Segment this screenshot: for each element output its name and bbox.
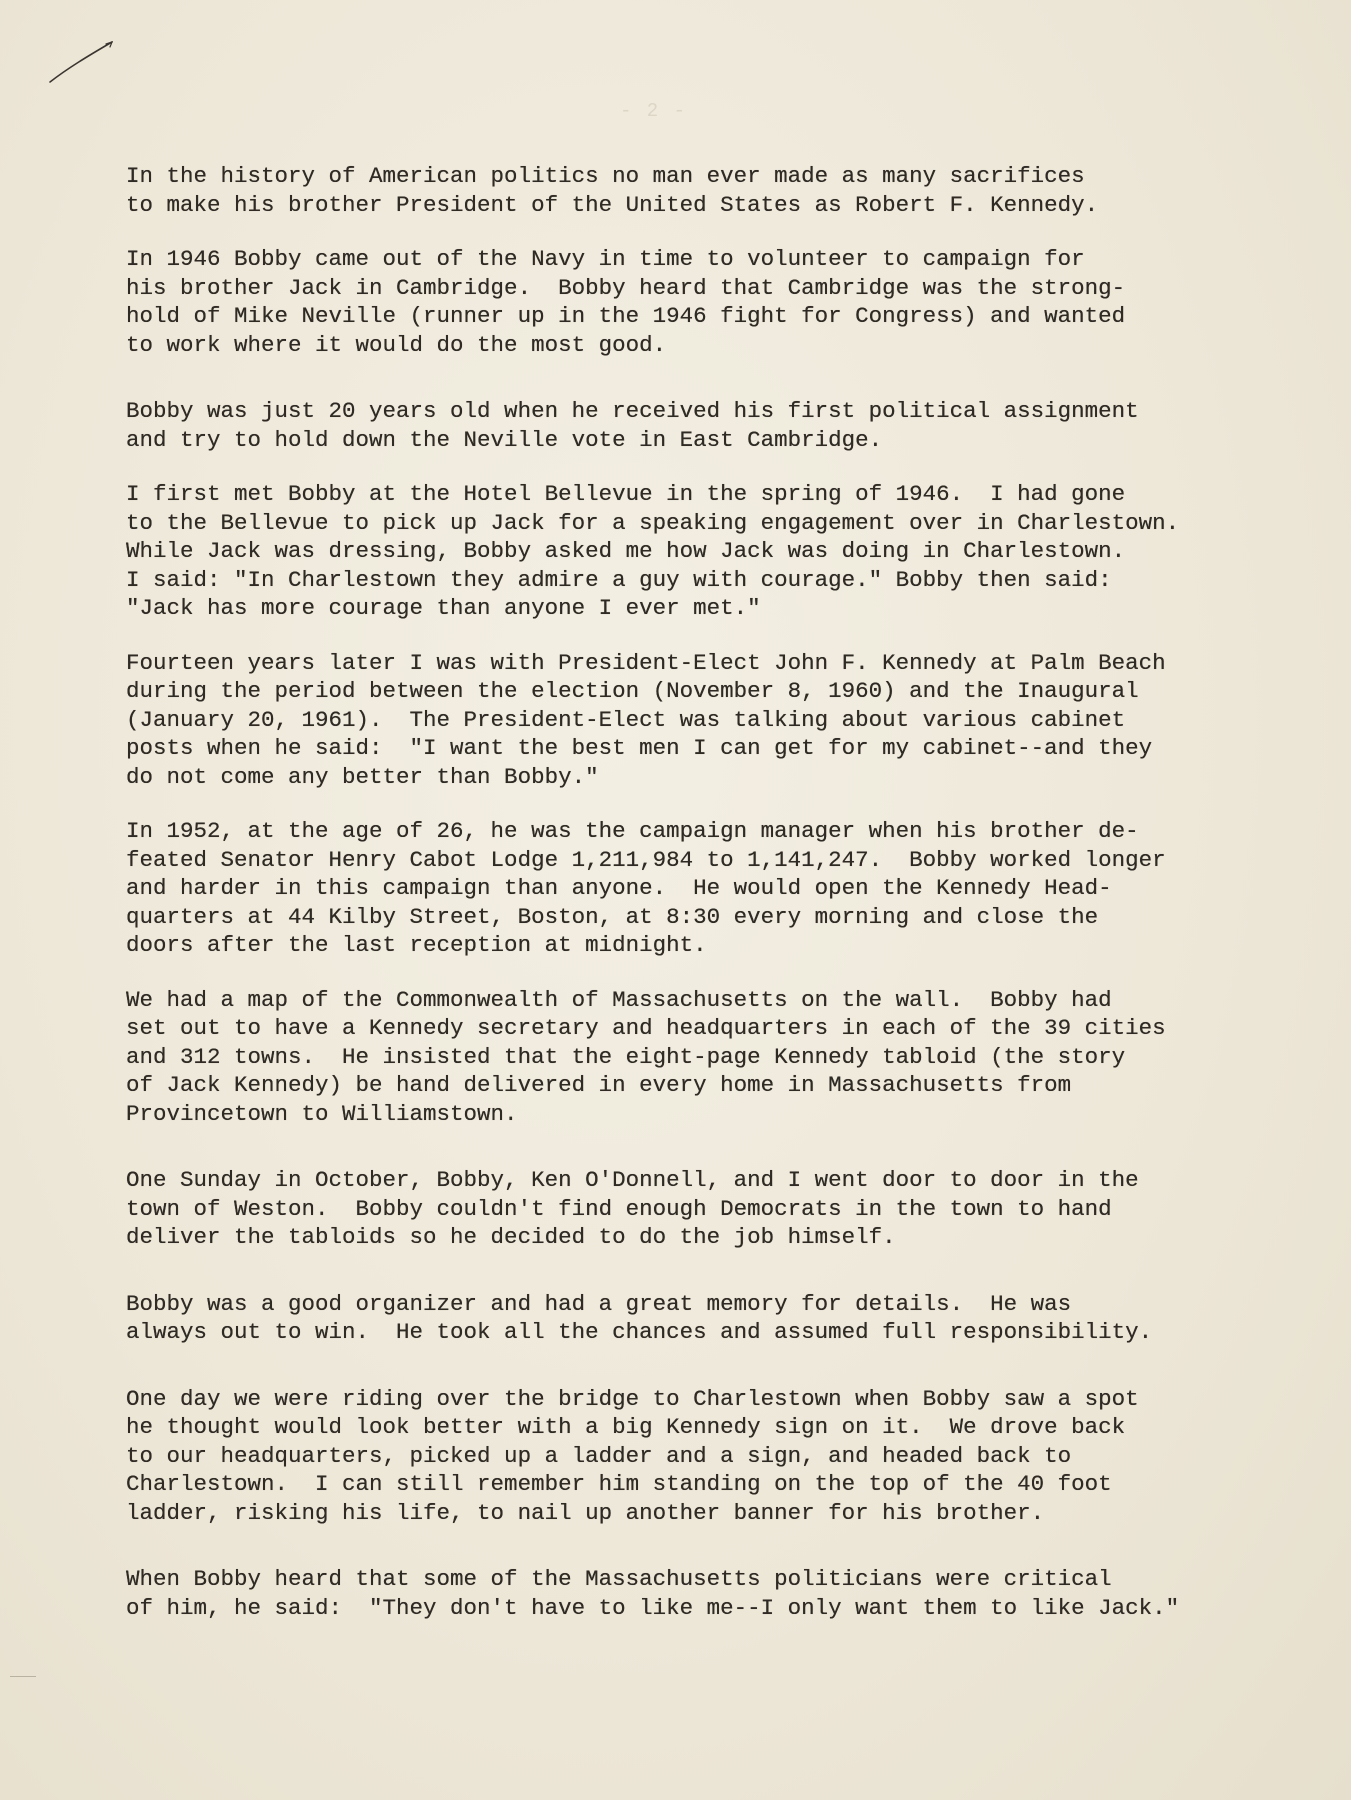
paragraph-hotel-bellevue: I first met Bobby at the Hotel Bellevue in the spring of 1946. I had gone to the Bellevue to pick up Jack for a speaking engagement over in Charlestown. While Jack was dressing, Bobby asked me how Jack was doing in Charlestown. I said: "In Charlestown they admire a guy with courage." Bobby then said: "Jack has more courage than anyone I ever met." (126, 481, 1180, 621)
paragraph-opening: In the history of American politics no man ever made as many sacrifices to make his brother President of the United States as Robert F. Kennedy. (126, 163, 1099, 218)
document-body (126, 162, 1246, 1648)
paragraph-ladder-sign: One day we were riding over the bridge to Charlestown when Bobby saw a spot he thought would look better with a big Kennedy sign on it. We drove back to our headquarters, picked up a ladder and a sign, and headed back to Charlestown. I can still remember him standing on the top of the 40 foot ladder, risking his life, to nail up another banner for his brother. (126, 1385, 1139, 1526)
paragraph-closing-quote: When Bobby heard that some of the Massachusetts politicians were critical of him, he said: "They don't have to like me--I only want them to like Jack." (126, 1566, 1180, 1621)
paragraph-organizer: Bobby was a good organizer and had a great memory for details. He was always out to win. He took all the chances and assumed full responsibility. (126, 1290, 1153, 1345)
margin-mark (10, 1676, 36, 1677)
paragraph-weston: One Sunday in October, Bobby, Ken O'Donnell, and I went door to door in the town of Weston. Bobby couldn't find enough Democrats in the town to hand deliver the tabloids so he decided to do the job himself. (126, 1167, 1139, 1250)
paragraph-1946-campaign: In 1946 Bobby came out of the Navy in time to volunteer to campaign for his brother Jack in Cambridge. Bobby heard that Cambridge was the strong- hold of Mike Neville (runner up in the 1946 fight for Congress) and wanted to work where it would do the most good. (126, 246, 1126, 358)
pencil-mark (48, 38, 118, 98)
paragraph-palm-beach: Fourteen years later I was with President-Elect John F. Kennedy at Palm Beach during the period between the election (November 8, 1960) and the Inaugural (January 20, 1961). The President-Elect was talking about various cabinet posts when he said: "I want the best men I can get for my cabinet--and they do not come any better than Bobby." (126, 649, 1166, 790)
paragraph-first-assignment: Bobby was just 20 years old when he received his first political assignment and try to hold down the Neville vote in East Cambridge. (126, 398, 1139, 453)
paragraph-1952-campaign: In 1952, at the age of 26, he was the campaign manager when his brother de- feated Senator Henry Cabot Lodge 1,211,984 to 1,141,247. Bobby worked longer and harder in this campaign than anyone. He would open the Kennedy Head- quarters at 44 Kilby Street, Boston, at 8:30 every morning and close the doors after the last reception at midnight. (126, 818, 1166, 958)
paragraph-map-of-commonwealth: We had a map of the Commonwealth of Massachusetts on the wall. Bobby had set out to have a Kennedy secretary and headquarters in each of the 39 cities and 312 towns. He insisted that the eight-page Kennedy tabloid (the story of Jack Kennedy) be hand delivered in every home in Massachusetts from Provincetown to Williamstown. (126, 986, 1166, 1127)
page-number: - 2 - (620, 100, 688, 122)
